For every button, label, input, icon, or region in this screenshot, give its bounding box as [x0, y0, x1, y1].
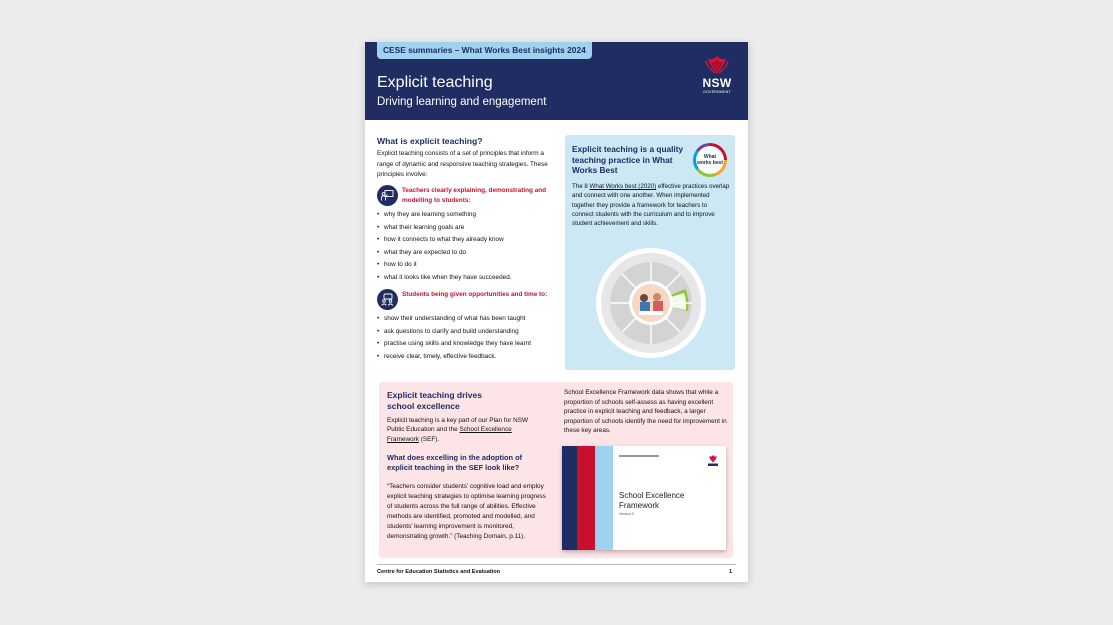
- school-excellence-intro: Explicit teaching is a key part of our Plan for NSW Public Education and the School Excellence Framework (SEF).: [387, 417, 529, 443]
- what-is-intro: Explicit teaching consists of a set of principles that inform a range of dynamic and responsive teaching strategies. These principles involve:: [377, 150, 548, 178]
- what-works-best-link[interactable]: What Works best (2020): [589, 183, 657, 190]
- list-item: • ask questions to clarify and build understanding: [377, 327, 555, 337]
- page-subtitle: Driving learning and engagement: [377, 96, 547, 108]
- what-works-best-panel: [565, 135, 735, 370]
- students-discussion-icon: [377, 289, 398, 310]
- waratah-icon: [698, 54, 736, 76]
- list-item: • how it connects to what they already know: [377, 235, 555, 245]
- sef-link[interactable]: School Excellence Framework: [387, 426, 512, 443]
- badge-text: What works best: [696, 146, 724, 174]
- header-banner: [365, 42, 748, 120]
- series-tag: CESE summaries – What Works Best insights 2024: [377, 42, 592, 59]
- nsw-government-logo: [698, 54, 736, 94]
- footer-organisation: Centre for Education Statistics and Evaluation: [377, 569, 501, 575]
- list-item: • what it looks like when they have succeeded.: [377, 273, 555, 283]
- what-is-heading: What is explicit teaching?: [377, 136, 483, 146]
- page-title: Explicit teaching: [377, 74, 493, 91]
- principle-1-label: Teachers clearly explaining, demonstrating and modelling to students:: [402, 187, 547, 204]
- what-works-best-heading: Explicit teaching is a quality teaching practice in What Works Best: [572, 144, 684, 175]
- sef-quote: “Teachers consider students’ cognitive load and employ explicit teaching strategies to optimise learning progress of students across the full range of abilities. Effective methods are identified, promoted and modelled, and students’ learning improvement is monitored, demonstrating growth.” (Teaching Domain, p.11).: [387, 483, 546, 540]
- list-item: • how to do it: [377, 260, 555, 270]
- page-number: 1: [729, 569, 733, 575]
- sef-subheading: What does excelling in the adoption of explicit teaching in the SEF look like?: [387, 453, 523, 472]
- logo-government-text: GOVERNMENT: [703, 90, 731, 94]
- list-item: • show their understanding of what has been taught: [377, 314, 555, 324]
- sef-data-paragraph: School Excellence Framework data shows that while a proportion of schools self-assess as having excellent practice in explicit teaching and feedback, a larger proportion of schools identify the need for improvement in these key areas.: [564, 389, 727, 434]
- sef-cover-version: Version 3: [619, 512, 634, 516]
- principle-2-list: [377, 314, 555, 364]
- school-excellence-heading: Explicit teaching drives school excellence: [387, 390, 482, 411]
- teacher-presenting-icon: [377, 185, 398, 206]
- list-item: • why they are learning something: [377, 210, 555, 220]
- footer-divider: [377, 564, 736, 565]
- list-item: • receive clear, timely, effective feedback.: [377, 352, 555, 362]
- list-item: • practise using skills and knowledge they have learnt: [377, 339, 542, 349]
- list-item: • what their learning goals are: [377, 223, 555, 233]
- logo-wordmark: NSW: [702, 76, 732, 90]
- what-works-best-body: The 8 What Works best (2020) effective practices overlap and connect with one another. When implemented together they provide a framework for teachers to connect students with the curriculum and to improve student achievement and skills.: [572, 183, 730, 228]
- sef-cover-image: [562, 446, 726, 550]
- sef-cover-title: School Excellence Framework: [619, 491, 685, 510]
- what-works-best-wheel-diagram: [595, 247, 707, 359]
- principle-2-label: Students being given opportunities and time to:: [402, 291, 548, 298]
- nsw-mini-logo-icon: [706, 454, 720, 468]
- principle-1-list: [377, 210, 555, 286]
- what-works-best-badge: [693, 143, 727, 177]
- list-item: • what they are expected to do: [377, 248, 555, 258]
- document-page: [365, 42, 748, 582]
